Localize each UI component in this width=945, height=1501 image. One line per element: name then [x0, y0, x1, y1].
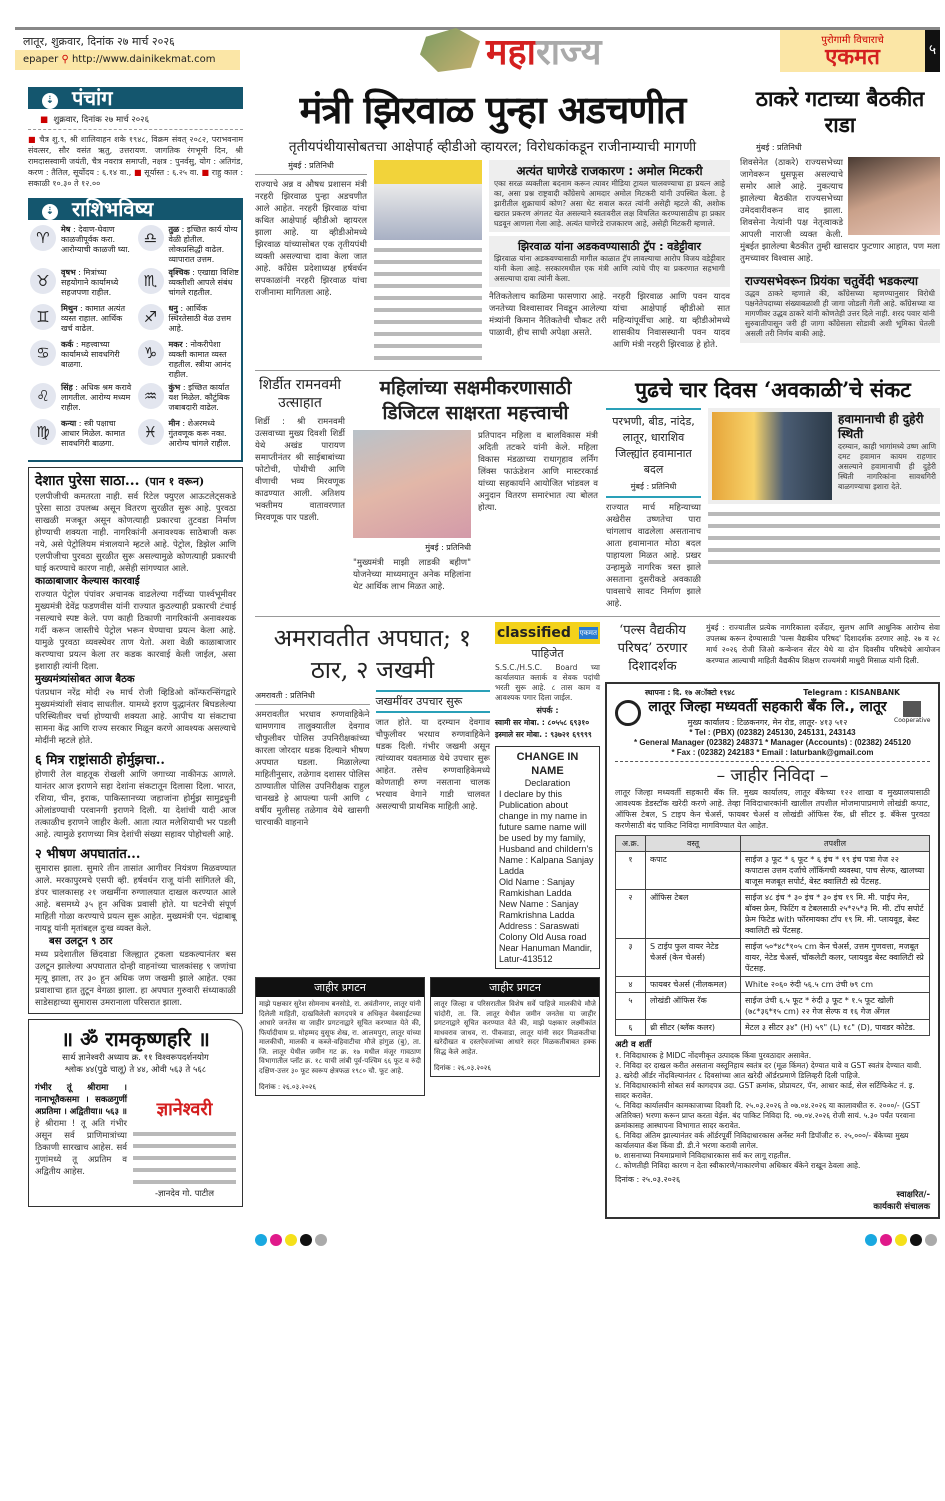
- public-notice-1: जाहीर प्रगटन माझे पक्षकार सुरेश सोमनाथ बनसोडे, रा. अवंतीनगर, लातूर यांनी दिलेली माहिती, दाखविलेली कागदपत्रे व अधिकृत वेबसाईटच्या आधारे जनतेस या जाहीर प्रगटनाद्वारे सूचित करण्यात येते की, फिर्यादीयाम प्र. मोहम्मद युसूफ शेख, रा. आलमपुरा, लातूर यांच्या मालकीची, मालकी व कब्जे-वहिवाटीचा मौजे हांगुळ (बु), ता. जि. लातूर येथील जमीन गट क्र. १७ मधील मंजूर गावठाण विभागातील प्लॉट क्र. १८ याची लांबी पूर्व-पश्चिम ६६ फूट व रुंदी दक्षिण-उत्तर ३० फूट स्वरूप क्षेत्रफळ १९८० चौ. फूट आहे. दिनांक : २६.०३.२०२६: [255, 977, 425, 1096]
- public-notice-2: जाहीर प्रगटन लातूर जिल्हा व परिसरातील विशेष सर्वे पाहिजे मालकीचे मौजे चांदोरी, ता. जि. लातूर येथील जमीन जनतेस या जाहीर प्रगटनाद्वारे सूचित करण्यात येते की, माझे पक्षकार लक्ष्मीकांत माधवराव जाधव, रा. पीकवाडा, लातूर यांनी सदर मिळकतीचा खरेदीखत व दस्तऐवजांच्या आधारे सदर मिळकतीबाबत हक्क सिद्ध केले आहेत. दिनांक : २६.०३.२०२६: [430, 977, 600, 1077]
- lead-column-1: मुंबई : प्रतिनिधी राज्याचे अन्न व औषध प्रशासन मंत्री नरहरी झिरवाळ पुन्हा अडचणीत आले आहेत. नरहरी झिरवाळ यांचा कथित आक्षेपार्ह व्हीडीओ व्हायरल झाला आहे. या व्हीडीओमध्ये झिरवाळ यांच्यासोबत एक तृतीयपंथी व्यक्ती असल्याचा दावा केला जात आहे. काँग्रेस प्रदेशाध्यक्ष हर्षवर्धन सपकाळांनी नरहरी झिरवाळ यांचा राजीनामा मागितला आहे.: [255, 161, 367, 298]
- article-headline: ६ मित्र राष्ट्रांसाठी होर्मुझचा..: [35, 753, 165, 768]
- table-row: २ ऑफिस टेबल साईज ४८ इंच * ३० इंच * ३० इंच १९ मि. मी. पाईप मेन, बॉक्स फ्रेम, फिटिंग व टेबलसाठी २५*२५*३ मि. मी. टॉप सपोर्ट फ्रेम फिटेड with फॉरमायका टॉप १९ मि. मी. प्लायवूड, बेस्ट क्वालिटी स्प्रे पेंटसह.: [616, 890, 930, 939]
- rashibhavishya-title: ⇣ राशिभविष्य: [28, 198, 241, 220]
- thackeray-body-wrap: [740, 157, 940, 265]
- pulse-body: मुंबई : राज्यातील प्रत्येक नागरिकाला दर्जेदार, सुलभ आणि आधुनिक आरोग्य सेवा उपलब्ध करून देण्यासाठी 'पल्स वैद्यकीय परिषद' दिशादर्शक ठरणार आहे. २७ व २८ मार्च २०२६ रोजी जिओ कन्वेन्शन सेंटर येथे या दोन दिवसीय परिषदेचे आयोजन करण्यात आल्याची माहिती वैद्यकीय शिक्षण राज्यमंत्री माधुरी मिसाळ यांनी दिली.: [706, 623, 940, 665]
- weather-subhead: परभणी, बीड, नांदेड, लातूर, धाराशिव जिल्ह्यांत हवामानात बदल मुंबई : प्रतिनिधी: [606, 408, 701, 498]
- panchang-section: [28, 87, 243, 193]
- bank-tender-ad: स्थापना : दि. १७ अॉक्टो १९४८ Telegram : KISANBANK लातूर जिल्हा मध्यवर्ती सहकारी बँक लि., लातूर मुख्य कार्यालय : टिळकनगर, मेन रोड, लातूर- ४१३ ५१२ Cooperative * Tel : (PBX) (02382) 245130, 245131, 243143 * General Manager (02382) 248371 * Manager (Accounts) : (02382) 245120 * Fax : (02382) 242183 * Email : laturbank@gmail.com – जाहीर निविदा – लातूर जिल्हा मध्यवर्ती सहकारी बँक लि. मुख्य कार्यालय, लातूर बँकेच्या १२२ शाखा व मुख्यालयासाठी आवश्यक डेडस्टॉक खरेदी करणे आहे. तेव्हा निविदाधारकांनी खालील तपशील मोजमापाप्रमाणे लोखंडी कपाट, ऑफिस टेबल, S टाइप केन चेअर्स, फायबर चेअर्स व लोखंडी ऑफिस रॅक, थ्री सीटर इ. बँकेस पुरवठा करणेसाठी बंद पाकिट निविदा मागविण्यात येत आहेत. अ.क्र. वस्तू तपशील १ कपाट साईज ३ फूट * ६ फूट * ६ इंच * १९ इंच पत्रा गेज २२ कपाटास उत्तम दर्जाचे लॉकिंगची व्यवस्था, पाच सेल्फ, खालच्या बाजूस मजबूत सपोर्ट, बेस्ट क्वालिटी स्प्रे पेंटसह. २ ऑफिस टेबल साईज ४८ इंच * ३० इंच * ३० इंच १९ मि. मी. पाईप मेन, बॉक्स फ्रेम, फिटिंग व टेबलसाठी २५*२५*३ मि. मी. टॉप सपोर्ट फ्रेम फिटेड with फॉरमायका टॉप १९ मि. मी. प्लायवूड, बेस्ट क्वालिटी स्प्रे पेंटसह. ३ S टाईप फुल वायर नेटेड चेअर्स (केन चेअर्स) साईज ५०*४८*१०५ cm केन चेअर्स, उत्तम गुणवत्ता, मजबूत वायर, नेटेड चेअर्स, चॉकलेटी कलर, प्लायवुड बेस्ट क्वालिटी स्प्रे पेंटसह. ४ फायबर चेअर्स (नीलकमल) White २०६० रुंदी ५६.५ cm उंची ७९ cm ५ लोखंडी ऑफिस रॅक साईज उंची ६.५ फूट * रुंदी ३ फूट * १.५ फूट खोली (७८*३६*१५ cm) २२ गेज सेल्फ व १६ गेज अँगल ६ थ्री सीटर (ब्लॅक कलर) मेटल ३ सीटर ३४" (H) ५९" (L) १८" (D), पावडर कोटेड. अटी व शर्ती १. निविदाधारक हे MIDC नोंदणीकृत उत्पादक किंवा पुरवठादार असावेत. २. निविदा दर दाखल करीत असताना वस्तूनिहाय स्वतंत्र दर (मूळ किंमत) देण्यात यावे व GST स्वतंत्र देण्यात यावी. ३. खरेदी ऑर्डर नोंदविल्यानंतर ८ दिवसांच्या आत खरेदी ऑर्डरप्रमाणे डिलिव्हरी दिली पाहिजे. ४. निविदाधारकांनी सोबत सर्व कागदपत्र उदा. GST क्रमांक, प्रोप्रायटर, पॅन, आधार कार्ड, सेल सर्टिफिकेट नं. इ. सादर करावेत. ५. निविदा कार्यालयीन कामकाजाच्या दिवशी दि. २५.०३.२०२६ ते ०७.०४.२०२६ या कालावधीत रु. २०००/- (GST अतिरिक्त) भरणा करून प्राप्त करता येईल. बंद पाकिट निविदा दि. ०७.०४.२०२६ रोजी सायं. ५.३० पर्यंत परवाना क्रमांकासह आस्थापना विभागात सादर करावेत. ६. निविदा अंतिम झाल्यानंतर वर्क ऑर्डरपूर्वी निविदाधारकास अर्नेस्ट मनी डिपॉजीट रु. २५,०००/- बँकेच्या मुख्य कार्यालयात कॅश किंवा डी. डी.ने भरणा करावी लागेल. ७. शासनाच्या नियमाप्रमाणे निविदाधारकास सर्व कर लागू राहतील. ८. कोणतीही निविदा कारण न देता स्वीकारणे/नाकारणेचा अधिकार बँकेने राखून ठेवला आहे. दिनांक : २५.०३.२०२६ स्वाक्षरित/- कार्यकारी संचालक: [605, 682, 940, 1219]
- search-icon: ⚲: [61, 54, 69, 65]
- dateline: लातूर, शुक्रवार, दिनांक २७ मार्च २०२६: [23, 35, 175, 48]
- panchang-details: ■ चैत्र शु.९, श्री शालिवाहन शके १९४८, विक्रम संवत् २०८२, पराभवनाम संवत्सर, सौर वसंत ऋतु, उत्तरायण. जागतिक रंगभूमी दिन, श्री रामदासस्वामी जयंती, चैत्र नवरात्र समाप्ती, नक्षत्र : पुनर्वसु, योग : अतिगंड, करण : तैतिल, सूर्योदय : ६.१४ वा., ■ सूर्यास्त : ६.२५ वा. ■ राहु काल : सकाळी १०.३० ते १२.००: [28, 135, 244, 188]
- weather-photo: [712, 412, 832, 500]
- tender-term: १. निविदाधारक हे MIDC नोंदणीकृत उत्पादक किंवा पुरवठादार असावेत.: [615, 1051, 812, 1060]
- bank-logo: [615, 700, 641, 726]
- row-lead: [255, 86, 940, 364]
- zodiac-icon: ♓: [138, 419, 164, 445]
- weather-box: हवामानाची ही दुहेरी स्थिती दरम्यान, काही भागांमध्ये उष्ण आणि दमट हवामान कायम राहणार असल्याने हवामानाची ही दुहेरी स्थिती नागरिकांना सावधगिरी बाळगण्याचा इशारा देते.: [708, 408, 940, 504]
- chevron-down-icon: ⇣: [42, 93, 58, 109]
- subheading: मुख्यमंत्र्यांसोबत आज बैठक: [35, 674, 135, 685]
- table-row: १ कपाट साईज ३ फूट * ६ फूट * ६ इंच * १९ इंच पत्रा गेज २२ कपाटास उत्तम दर्जाचे लॉकिंगची व्यवस्था, पाच सेल्फ, खालच्या बाजूस मजबूत सपोर्ट, बेस्ट क्वालिटी स्प्रे पेंटसह.: [616, 852, 930, 890]
- zirwal-photo: [374, 160, 482, 240]
- women-col: प्रतिपादन महिला व बालविकास मंत्री अदिती तटकरे यांनी केले. महिला विकास मंडळाच्या राधागृहाव लर्निंग लिंक्स फाऊंडेशन आणि मास्टरकार्ड यांच्या सहकार्याने आयोजित भांडवल व अनुदान वितरण समारंभात त्या बोलत होत्या.: [478, 431, 598, 513]
- mitkari-box: अत्यंत घाणेरडे राजकारण : अमोल मिटकरी एका सरळ व्यक्तीला बदनाम करून त्यावर मीडिया ट्रायल चालवण्याचा हा प्रयत्न आहे का, असा प्रश्न राष्ट्रवादी काँग्रेसचे आमदार अमोल मिटकरी यांनी उपस्थित केला. हे झारीतील शुक्राचार्य कोण? असा थेट सवाल करत त्यांनी असेही म्हटले की, अशोक खरात प्रकरण अंगलट येत असल्याने स्वतःवरील लक्ष विचलित करण्यासाठीच हा प्रकार घडवून आणला गेला आहे. अत्यंत घाणेरडे राजकारण आहे, असेही मिटकरी म्हणाले.: [489, 160, 730, 232]
- chaturvedi-photo: [848, 157, 940, 235]
- panchang-date: ■ शुक्रवार, दिनांक २७ मार्च २०२६: [28, 109, 243, 130]
- tender-title: – जाहीर निविदा –: [716, 766, 829, 786]
- amravati-article: [255, 622, 490, 829]
- chaturvedi-box: राज्यसभेवरून प्रियंका चतुर्वेदी भडकल्या उद्धव ठाकरे म्हणाले की, काँग्रेसच्या म्हणण्यानुसार विरोधी पक्षनेतेपदाच्या संख्याबळाशी ही जागा जोडली गेली आहे. काँग्रेसच्या या मागणीवर उद्धव ठाकरे यांनी कोणतेही उत्तर दिले नाही. शरद पवार यांनी सुरुवातीपासून जरी ही जागा काँग्रेसला सोडावी अशी भूमिका घेतली असली तरी निर्णय बाकी आहे.: [740, 269, 940, 343]
- table-row: ४ फायबर चेअर्स (नीलकमल) White २०६० रुंदी ५६.५ cm उंची ७९ cm: [616, 977, 930, 993]
- panchang-title: ⇣ पंचांग: [28, 87, 243, 109]
- rashi-item: ♐ धनु : आर्थिक स्थिरतेसाठी वेळ उत्तम आहे.: [138, 304, 240, 337]
- tender-term: ५. निविदा कार्यालयीन कामकाजाच्या दिवशी दि. २५.०३.२०२६ ते ०७.०४.२०२६ या कालावधीत रु. २०००/- (GST अतिरिक्त) भरणा करून प्राप्त करता येईल. बंद पाकिट निविदा दि. ०७.०४.२०२६ रोजी सायं. ५.३० पर्यंत परवाना क्रमांकासह आस्थापना विभागात सादर करावेत.: [615, 1101, 921, 1130]
- table-header: तपशील: [741, 836, 930, 852]
- ramkrishnahari-box: ॥ ॐ रामकृष्णहरि ॥ सार्थ ज्ञानेश्वरी अध्याय क्र. ११ विश्वरूपदर्शनयोग श्लोक ४४(पुढे चालू) ते ४४, ओवी ५६३ ते ५६८ गंभीर तूं श्रीरामा । नानाभूतैकसमा । सकळगुणीं अप्रतिमा । अद्वितीया॥ ५६३ ॥ हे श्रीरामा ! तू अति गंभीर असून सर्व प्राणिमात्रांच्या ठिकाणी सारखाच आहेस. सर्व गुणांमध्ये तू अप्रतिम व अद्वितीय आहेस. ज्ञानेश्वरी -ज्ञानदेव गो. पाटील: [28, 1019, 243, 1207]
- table-header: अ.क्र.: [616, 836, 646, 852]
- women-col-2: "मुख्यमंत्री माझी लाडकी बहीण" योजनेच्या माध्यमातून अनेक महिलांना थेट आर्थिक लाभ मिळत आहे.: [353, 558, 471, 592]
- color-registration-marks: [865, 1231, 940, 1250]
- tatkare-photo: [353, 430, 471, 538]
- rashi-item: ♊ मिथुन : कामात अत्यंत व्यस्त राहाल. आर्थिक खर्च वाढेल.: [30, 304, 132, 337]
- classified-logo: classified एकमत: [495, 622, 600, 644]
- rashi-item: ♏ वृश्चिक : एखाद्या विशिष्ट व्यक्तीशी आपले संबंध चांगले राहतील.: [138, 268, 240, 301]
- rashi-item: ♓ मीन : शेअरमध्ये गुंतवणूक करू नका. आरोग्य चांगले राहील.: [138, 419, 240, 452]
- epaper-link[interactable]: epaper ⚲ http://www.dainikekmat.com: [15, 50, 240, 70]
- rashi-item: ♎ तुळ : इच्छित कार्य योग्य वेळी होतील. लोकप्रसिद्धी वाढेल. व्यापारात उत्तम.: [138, 225, 240, 265]
- amravati-col-2: जखमींवर उपचार सुरू जात होते. या दरम्यान देवगाव चौफुलीवर भरधाव रुग्णवाहिकेने धडक दिली. गंभीर जखमी असून त्यांच्यावर यवतमाळ येथे उपचार सुरू आहेत. तसेच रुग्णवाहिकेमध्ये कोणताही रुग्ण नसताना चालक भरधाव वेगाने गाडी चालवत असल्याची प्राथमिक माहिती आहे.: [376, 690, 491, 813]
- table-header: वस्तू: [646, 836, 741, 852]
- thackeray-story: [740, 86, 940, 343]
- women-dateline: मुंबई : प्रतिनिधी: [425, 543, 471, 552]
- rashi-item: ♑ मकर : नोकरीपेशा व्यक्ती कामात व्यस्त राहतील. स्त्रीया आनंद राहील.: [138, 340, 240, 380]
- amravati-col-1: अमरावतीत भरधाव रुग्णवाहिकेने धामणगाव तालुक्यातील देवगाव चौफुलीवर पोलिस उपनिरीक्षकांच्या कारला जोरदार धडक दिल्याने भीषण अपघात घडला. मिळालेल्या माहितीनुसार, तळेगाव दशासर पोलिस ठाण्यातील पोलिस उपनिरीक्षक राहुल चानखडे हे आपल्या पत्नी आणि ८ वर्षीय मुलीसह तळेगाव येथे खासगी चारचाकी वाहनाने: [255, 710, 370, 828]
- pulse-article: [605, 622, 940, 676]
- rashi-item: ♍ कन्या : स्त्री पक्षाचा आधार मिळेल. कामात सावधगिरी बाळगा.: [30, 419, 132, 452]
- subheading: बस उलटून ९ ठार: [49, 936, 113, 947]
- zodiac-icon: ♋: [30, 340, 56, 366]
- classified-section: classified एकमत पाहिजेत S.S.C./H.S.C. Board च्या कार्यालयात क्लार्क व सेवक पदांची भरती सुरू आहे. ८ तास काम व आवश्यक पगार दिला जाईल. संपर्क : स्वामी सर मोबा. : ८०५५८ ६९३१० इस्माले सर मोबा. : ९३७२१ ६९९९९ CHANGE IN NAME Declaration I declare by this Publication about change in my name in future same name will be used by my family, Husband and childern's Name : Kalpana Sanjay Ladda Old Name : Sanjay Ramkishan Ladda New Name : Sanjay Ramkrishna Ladda Address : Saraswati Colony Old Ausa road Near Hanuman Mandir, Latur-413512: [495, 622, 600, 969]
- zodiac-icon: ♍: [30, 419, 56, 445]
- pulse-headline: ‘पल्स वैद्यकीय परिषद’ ठरणार दिशादर्शक: [617, 623, 688, 674]
- main-area: [255, 86, 940, 1274]
- amravati-dateline: अमरावती : प्रतिनिधी: [255, 690, 370, 705]
- subheading: काळाबाजार केल्यास कारवाई: [35, 576, 140, 587]
- zodiac-icon: ♌: [30, 383, 56, 409]
- weather-columns: [708, 508, 940, 568]
- page-number: ५: [925, 30, 940, 72]
- zodiac-icon: ♊: [30, 304, 56, 330]
- weather-headline: पुढचे चार दिवस ‘अवकाळी’चे संकट: [635, 377, 911, 402]
- rashi-item: ♈ मेष : देवाण-घेवाण काळजीपूर्वक करा. आरोग्याची काळजी घ्या.: [30, 225, 132, 265]
- thackeray-dateline: मुंबई : प्रतिनिधी: [756, 143, 802, 152]
- tender-term: ३. खरेदी ऑर्डर नोंदविल्यानंतर ८ दिवसांच्या आत खरेदी ऑर्डरप्रमाणे डिलिव्हरी दिली पाहिजे.: [615, 1071, 861, 1080]
- zodiac-icon: ♈: [30, 225, 56, 251]
- tender-term: ६. निविदा अंतिम झाल्यानंतर वर्क ऑर्डरपूर्वी निविदाधारकास अर्नेस्ट मनी डिपॉजीट रु. २५,०००/- बँकेच्या मुख्य कार्यालयात कॅश किंवा डी. डी.ने भरणा करावी लागेल.: [615, 1131, 909, 1150]
- tender-term: ७. शासनाच्या नियमाप्रमाणे निविदाधारकास सर्व कर लागू राहतील.: [615, 1151, 791, 1160]
- chevron-down-icon: ⇣: [42, 204, 58, 220]
- lead-column-2: [374, 160, 482, 364]
- zodiac-icon: ♑: [138, 340, 164, 366]
- rashi-item: ♒ कुंभ : इच्छित कार्यात यश मिळेल. कौटुंबिक जबाबदारी वाढेल.: [138, 383, 240, 416]
- maharashtra-map-icon: [420, 28, 480, 72]
- cooperative-badge: Cooperative: [894, 701, 930, 725]
- article-headline: २ भीषण अपघातांत...: [35, 847, 141, 862]
- zodiac-icon: ♐: [138, 304, 164, 330]
- left-news-box: देशात पुरेसा साठा... (पान १ वरून) एलपीजीची कमतरता नाही. सर्व रिटेल फ्युएल आऊटलेट्सकडे पुरेसा साठा उपलब्ध असून वितरण सुरळीत सुरू आहे. पुरवठा साखळी मजबूत असून कोणत्याही प्रकारचा तुटवडा निर्माण होण्याची शक्यता नाही. नागरिकांनी अनावश्यक साठेबाजी करू नये, असे पेट्रोलियम मंत्रालयाने म्हटले आहे. पेट्रोल, डिझेल आणि एलपीजीचा पुरवठा सुरळीत सुरू असल्यामुळे कोणत्याही प्रकारची घाई करण्याचे कारण नाही, असेही सांगण्यात आले. काळाबाजार केल्यास कारवाई राज्यात पेट्रोल पंपांवर अचानक वाढलेल्या गर्दीच्या पार्श्वभूमीवर मुख्यमंत्री देवेंद्र फडणवीस यांनी राज्यात कुठल्याही प्रकारची टंचाई नसल्याचे स्पष्ट केले. पण काही ठिकाणी नागरिकांनी अनावश्यक गर्दी करून जास्तीचे पेट्रोल भरून घेण्याचा प्रयत्न केला आहे. यामुळे पुरवठा व्यवस्थेवर ताण येतो. अशा वेळी काळाबाजार करण्याचा प्रयत्न केला तर कडक कारवाई केली जाईल, असा इशाराही त्यांनी दिला. मुख्यमंत्र्यांसोबत आज बैठक पंतप्रधान नरेंद्र मोदी २७ मार्च रोजी व्हिडिओ कॉन्फरन्सिंगद्वारे मुख्यमंत्र्यांशी संवाद साधतील. यामध्ये इराण युद्धानंतर बिघडलेल्या परिस्थितीवर चर्चा होण्याची शक्यता आहे. आपीच या संकटाचा सामना केंद्र आणि राज्य सरकार मिळून करणे आवश्यक असल्याचे मोदींनी म्हटले होते. ६ मित्र राष्ट्रांसाठी होर्मुझचा.. होणारी तेल वाहतूक रोखली आणि जगाच्या नाकीनऊ आणले. यानंतर आज इराणने सहा देशांना संकटातून दिलासा दिला. भारत, रशिया, चीन, इराक, पाकिस्तानच्या जहाजांना होर्मुझ सामुद्रधुनी ओलांडण्याची परवानगी इराणने दिली. या देशांची यादी आज तत्काळीच इराणने जाहीर केली. आता त्यात मलेशियाची भर पडली आहे. त्यामुळे इराणच्या मित्र देशांची संख्या सहावर पोहोचली आहे. २ भीषण अपघातांत... सुमारास झाला. सुमारे तीन तासांत आगीवर नियंत्रण मिळवण्यात आले. मरकापुरमचे एसपी व्ही. हर्षवर्धन राजू यांनी सांगितले की, डंपर चालकासह २१ जखमींना रुग्णालयात दाखल करण्यात आले आहे. बसमध्ये ३५ हून अधिक प्रवासी होते. या घटनेची संपूर्ण माहिती गोळा करण्याचे प्रयत्न सुरू आहेत. मुख्यमंत्री एन. चंद्राबाबू नायडू यांनी मृतांबद्दल दुःख व्यक्त केले. बस उलटून ९ ठार मध्य प्रदेशातील छिंदवाडा जिल्ह्यात ट्रकला धडकल्यानंतर बस उलटून झालेल्या अपघातात दोन्ही वाहनांच्या चालकांसह ९ जणांचा मृत्यू झाला, तर ३० हून अधिक जण जखमी झाले आहेत. एका प्रवाशाचा हात तुटून वेगळा झाला. हा अपघात गुरुवारी संध्याकाळी साडेसहाच्या सुमारास उमरानाला परिसरात झाला.: [28, 467, 243, 1014]
- name-change-notice: CHANGE IN NAME Declaration I declare by this Publication about change in my name in future same name will be used by my family, Husband and childern's Name : Kalpana Sanjay Ladda Old Name : Sanjay Ramkishan Ladda New Name : Sanjay Ramkrishna Ladda Address : Saraswati Colony Old Ausa road Near Hanuman Mandir, Latur-413512: [495, 746, 600, 969]
- lead-column-4: नरहरी झिरवाळ आणि पवन यादव यांचा आक्षेपार्ह व्हीडीओ सात महिन्यांपूर्वीचा आहे. या व्हीडीओमध्ये शासकीय निवासस्थानी पवन यादव आणि मंत्री नरहरी झिरवाळ हे होते.: [612, 292, 730, 350]
- lead-column-3: नैतिकतेलाच काळिमा फासणारा आहे. जनतेच्या विश्वासावर निवडून आलेल्या मंत्र्यांनी किमान नैतिकतेची चौकट तरी पाळावी, हीच साधी अपेक्षा असते.: [489, 292, 607, 338]
- tender-term: २. निविदा दर दाखल करीत असताना वस्तूनिहाय स्वतंत्र दर (मूळ किंमत) देण्यात यावे व GST स्वतंत्र देण्यात यावी.: [615, 1061, 922, 1070]
- zodiac-icon: ♎: [138, 225, 164, 251]
- rashi-item: ♋ कर्क : महत्त्वाच्या कार्यामध्ये सावधगिरी बाळगा.: [30, 340, 132, 380]
- tender-term: ८. कोणतीही निविदा कारण न देता स्वीकारणे/नाकारणेचा अधिकार बँकेने राखून ठेवला आहे.: [615, 1161, 861, 1170]
- row-second: [255, 370, 940, 610]
- dnyaneshwari-logo: ज्ञानेश्वरी: [156, 1099, 213, 1120]
- rashi-item: ♉ वृषभ : मित्रांच्या सहयोगाने कार्यामध्ये सहजपणा राहील.: [30, 268, 132, 301]
- rashi-item: ♌ सिंह : अधिक श्रम करावे लागतील. आरोग्य मध्यम राहील.: [30, 383, 132, 416]
- table-row: ५ लोखंडी ऑफिस रॅक साईज उंची ६.५ फूट * रुंदी ३ फूट * १.५ फूट खोली (७८*३६*१५ cm) २२ गेज सेल्फ व १६ गेज अँगल: [616, 993, 930, 1020]
- weather-article: [606, 376, 940, 610]
- left-column: [28, 87, 243, 1207]
- women-headline: महिलांच्या सक्षमीकरणासाठी डिजिटल साक्षरता महत्त्वाची: [379, 377, 572, 424]
- row-third: [255, 616, 940, 1219]
- thackeray-headline: ठाकरे गटाच्या बैठकीत राडा: [755, 86, 925, 137]
- weather-body: राज्यात मार्च महिन्याच्या अखेरीस उष्णतेचा पारा चांगलाच वाढलेला असतानाच आता हवामानात मोठा बदल पाहायला मिळत आहे. प्रखर उन्हामुळे नागरिक त्रस्त झाले असताना दुसरीकडे अवकाळी पावसाचे सावट निर्माण झाले आहे.: [606, 503, 701, 609]
- thackeray-body: शिवसेनेत (ठाकरे) राज्यसभेच्या जागेवरून धुसफूस असल्याचे समोर आले आहे. नुकत्याच झालेल्या बैठकीत राज्यसभेच्या उमेदवारीवरून वाद झाला. शिवसेना नेत्यांनी पक्ष नेतृत्वाकडे आपली नाराजी व्यक्त केली. मुंबईत झालेल्या बैठकीत तुम्ही खासदार फुटणार आहात, पण मला तुमच्यावर विश्वास आहे.: [740, 158, 940, 264]
- lead-headline: मंत्री झिरवाळ पुन्हा अडचणीत: [299, 87, 686, 132]
- amravati-headline: अमरावतीत अपघात; १ ठार, २ जखमी: [273, 624, 472, 684]
- tender-table: [615, 835, 930, 1036]
- table-row: ६ थ्री सीटर (ब्लॅक कलर) मेटल ३ सीटर ३४" (H) ५९" (L) १८" (D), पावडर कोटेड.: [616, 1020, 930, 1036]
- section-masthead: महा राज्य: [420, 28, 720, 72]
- women-article: [353, 376, 598, 593]
- wadettiwar-box: झिरवाळ यांना अडकवण्यासाठी ट्रॅप : वडेट्टीवार झिरवाळ यांना अडकवण्यासाठी मागील काळात ट्रॅप लावल्याचा आरोप विजय वडेट्टीवार यांनी केला आहे. सरकारमधील एक मंत्री आणि त्यांचे पीए या प्रकरणात सहभागी असल्याचा दावा त्यांनी केला.: [489, 236, 730, 287]
- rashibhavishya-section: [28, 198, 243, 462]
- shirdi-article: शिर्डीत रामनवमी उत्साहात शिर्डी : श्री रामनवमी उत्सवाच्या मुख्य दिवशी शिर्डी येथे अखंड पारायण समाप्तीनंतर श्री साईबाबांच्या फोटोची, पोथीची आणि वीणाची भव्य मिरवणूक काढण्यात आली. अतिशय भक्तीमय वातावरणात मिरवणूक पार पडली.: [255, 377, 345, 523]
- color-registration-marks: [255, 1231, 330, 1250]
- zodiac-icon: ♒: [138, 383, 164, 409]
- article-headline: देशात पुरेसा साठा... (पान १ वरून): [35, 473, 205, 489]
- lead-subhead: तृतीयपंथीयासोबतचा आक्षेपार्ह व्हीडीओ व्हायरल; विरोधकांकडून राजीनाम्याची मागणी: [288, 139, 697, 155]
- lead-story: [255, 86, 730, 364]
- zodiac-icon: ♉: [30, 268, 56, 294]
- ekmat-logo: पुरोगामी विचाराचे एकमत: [780, 30, 925, 72]
- table-row: ३ S टाईप फुल वायर नेटेड चेअर्स (केन चेअर्स) साईज ५०*४८*१०५ cm केन चेअर्स, उत्तम गुणवत्ता, मजबूत वायर, नेटेड चेअर्स, चॉकलेटी कलर, प्लायवुड बेस्ट क्वालिटी स्प्रे पेंटसह.: [616, 939, 930, 977]
- zodiac-icon: ♏: [138, 268, 164, 294]
- tender-term: ४. निविदाधारकांनी सोबत सर्व कागदपत्र उदा. GST क्रमांक, प्रोप्रायटर, पॅन, आधार कार्ड, सेल सर्टिफिकेट नं. इ. सादर करावेत.: [615, 1081, 915, 1100]
